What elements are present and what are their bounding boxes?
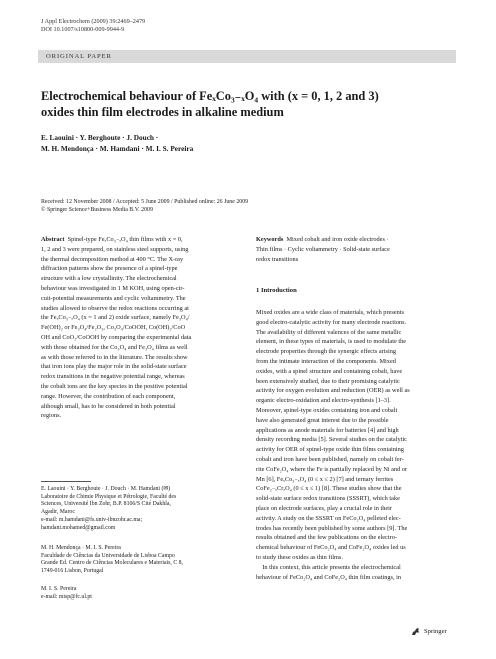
affiliation-line: E. Laouini · Y. Berghoute · J. Douch · M. Hamdani (✉) bbox=[41, 486, 171, 492]
footnote-divider bbox=[41, 481, 91, 482]
received-line: Received: 12 November 2008 / Accepted: 5 June 2009 / Published online: 26 June 2009 bbox=[41, 199, 249, 205]
affiliation-2 bbox=[41, 545, 249, 576]
affiliation-line: Faculdade de Ciências da Universidade de Lisboa Campo bbox=[41, 552, 175, 559]
abstract-line: the thermal decomposition method at 400 °C. The X-ray bbox=[41, 255, 184, 263]
intro-line: results obtained and the few publications on the electro- bbox=[256, 534, 397, 542]
authors-line-1: E. Laouini · Y. Berghoute · J. Douch · bbox=[41, 133, 159, 142]
publication-dates bbox=[41, 199, 248, 215]
authors-line-2: M. H. Mendonça · M. Hamdani · M. I. S. Pereira bbox=[41, 144, 194, 153]
abstract-line: regions. bbox=[41, 412, 62, 420]
abstract-line: behaviour was investigated in 1 M KOH, using open-cir- bbox=[41, 284, 185, 292]
abstract-line: 1, 2 and 3 were prepared, on stainless steel supports, using bbox=[41, 245, 189, 253]
affiliation-line: Grande Ed. Centro de Ciências Moleculares e Materiais, C 8, bbox=[41, 560, 183, 567]
affiliation-line: Agadir, Maroc bbox=[41, 509, 75, 516]
abstract-line: range. However, the contribution of each component, bbox=[41, 392, 176, 400]
abstract-line: the cobalt ions are the key species in the positive potential bbox=[41, 382, 188, 390]
intro-line: density recording media [5]. Several studies on the catalytic bbox=[256, 436, 407, 444]
intro-line: Mixed oxides are a wide class of materials, which presents bbox=[256, 309, 404, 316]
intro-line: trodes has recently been published by some authors [9]. The bbox=[256, 524, 408, 532]
abstract-line: cuit-potential measurements and cyclic voltammetry. The bbox=[41, 294, 186, 302]
abstract-line: Abstract Spinel-type FeₓCo₃₋ₓO₄ thin films with x = 0, bbox=[41, 236, 183, 243]
intro-line: to study these oxides as thin films. bbox=[256, 553, 343, 561]
affiliation-line: 1749-016 Lisbon, Portugal bbox=[41, 568, 104, 575]
intro-line: have also generated great interest due to the possible bbox=[256, 416, 389, 424]
affiliation-line: Laboratoire de Chimie Physique et Pétrologie, Faculté des bbox=[41, 493, 177, 500]
intro-line: from the intimate interaction of the components. Mixed bbox=[256, 357, 396, 365]
doi: DOI 10.1007/s10800-009-9944-9 bbox=[41, 26, 125, 33]
intro-line: chemical behaviour of FeCo₂O₄ and CoFe₂O₄ oxides led us bbox=[256, 544, 406, 552]
abstract-line: as with those referred to in the literature. The results show bbox=[41, 353, 188, 361]
intro-line: activity for OER of spinel-type oxide thin films containing bbox=[256, 446, 404, 454]
intro-line: cobalt and iron have been published, namely on cobalt fer- bbox=[256, 455, 404, 463]
keywords bbox=[256, 235, 455, 264]
intro-line: CoFe₂₋ₓCrₓO₄ (0 ≤ x ≤ 1) [8]. These studies show that the bbox=[256, 485, 402, 493]
intro-line: applications as anode materials for batteries [4] and high bbox=[256, 426, 399, 434]
intro-line: Mn [6], FeₓCo₃₋ₓO₄ (0 ≤ x ≤ 2) [7] and ternary ferrites bbox=[256, 475, 394, 483]
publisher-logo bbox=[411, 627, 447, 636]
intro-line: oxides, with a spinel structure and containing cobalt, have bbox=[256, 367, 403, 375]
journal-citation: J Appl Electrochem (2009) 39:2469–2479 bbox=[41, 18, 146, 25]
affiliation-line: e-mail: m.hamdani@fs.univ-ibnzohr.ac.ma; bbox=[41, 516, 143, 523]
intro-line: activity for oxygen evolution and reduction (OER) as well as bbox=[256, 387, 410, 395]
keywords-line: redox transitions bbox=[256, 255, 299, 263]
intro-line: solid-state surface redox transitions (SSSRT), which take bbox=[256, 495, 400, 503]
affiliation-line: M. H. Mendonça · M. I. S. Pereira bbox=[41, 545, 121, 551]
intro-line: Moreover, spinel-type oxides containing iron and cobalt bbox=[256, 406, 398, 414]
intro-line: electrode properties through the synergic effects arising bbox=[256, 348, 396, 356]
article-type-label: ORIGINAL PAPER bbox=[46, 53, 112, 60]
intro-line: element, in these types of materials, is used to modulate the bbox=[256, 338, 407, 346]
keywords-line: Keywords Mixed cobalt and iron oxide electrodes · bbox=[256, 236, 389, 243]
abstract-line: redox transitions in the negative potential range, whereas bbox=[41, 373, 185, 381]
abstract-line: although small, has to be considered in both potential bbox=[41, 402, 176, 410]
intro-line: been extensively studied, due to their promising catalytic bbox=[256, 377, 400, 385]
keywords-line: Thin films · Cyclic voltammetry · Solid-state surface bbox=[256, 245, 390, 253]
abstract-heading: Abstract bbox=[41, 236, 65, 243]
author-list bbox=[41, 132, 461, 154]
affiliation-3 bbox=[41, 586, 249, 601]
springer-horse-icon bbox=[411, 627, 421, 636]
section-heading-introduction: 1 Introduction bbox=[256, 287, 297, 294]
intro-line: behaviour of FeCo₂O₄ and CoFe₂O₄ thin film coatings, in bbox=[256, 573, 402, 581]
abstract-line: OH and CoO₂/CoOOH by comparing the experimental data bbox=[41, 333, 192, 341]
intro-line: activity. A study on the SSSRT on FeCo₂O₄ pelleted elec- bbox=[256, 514, 401, 522]
affiliation-line: hamdani.mohamed@gmail.com bbox=[41, 524, 116, 531]
abstract-line: structure with a low crystallinity. The electrochemical bbox=[41, 275, 177, 283]
abstract-line: diffraction patterns show the presence of a spinel-type bbox=[41, 265, 178, 273]
publisher-name: Springer bbox=[424, 628, 447, 635]
abstract bbox=[41, 235, 249, 421]
intro-line: organic electro-oxidation and electro-synthesis [1–3]. bbox=[256, 397, 391, 405]
affiliation-line: e-mail: misp@fc.ul.pt bbox=[41, 593, 92, 600]
abstract-line: that iron ions play the major role in the solid-state surface bbox=[41, 363, 187, 371]
intro-line: rite CoFe₂O₄ where the Fe is partially replaced by Ni and or bbox=[256, 465, 408, 473]
copyright-line: © Springer Science+Business Media B.V. 2009 bbox=[41, 206, 153, 213]
abstract-line: Fe(OH)₂ or Fe₃O₄/Fe₂O₃, Co₃O₄/CoOOH, Co(OH)₂/CoO bbox=[41, 324, 186, 332]
introduction-body bbox=[256, 308, 455, 582]
paper-title bbox=[41, 88, 461, 120]
keywords-heading: Keywords bbox=[256, 236, 284, 243]
intro-line: good electro-catalytic activity for many electrode reactions. bbox=[256, 318, 407, 326]
intro-line: In this context, this article presents the electrochemical bbox=[256, 563, 401, 571]
affiliation-line: Sciences, Université Ibn Zohr, B.P. 8106/S Cité Dakhla, bbox=[41, 501, 171, 508]
intro-line: The availability of different valences of the same metallic bbox=[256, 328, 402, 336]
title-line-1: Electrochemical behaviour of FeₓCo₃₋ₓO₄ with (x = 0, 1, 2 and 3) bbox=[41, 89, 379, 103]
title-line-2: oxides thin film electrodes in alkaline medium bbox=[41, 105, 284, 119]
abstract-line: with those obtained for the Co₃O₄ and Fe₃O₄ films as well bbox=[41, 343, 188, 351]
affiliation-1 bbox=[41, 486, 249, 532]
affiliation-line: M. I. S. Pereira bbox=[41, 586, 77, 592]
intro-line: place on electrode surfaces, play a crucial role in their bbox=[256, 504, 393, 512]
abstract-line: the FeₓCo₃₋ₓO₄ (x = 1 and 2) oxide surface, namely Fe₃O₄/ bbox=[41, 314, 190, 322]
abstract-line: studies allowed to observe the redox reactions occurring at bbox=[41, 304, 189, 312]
